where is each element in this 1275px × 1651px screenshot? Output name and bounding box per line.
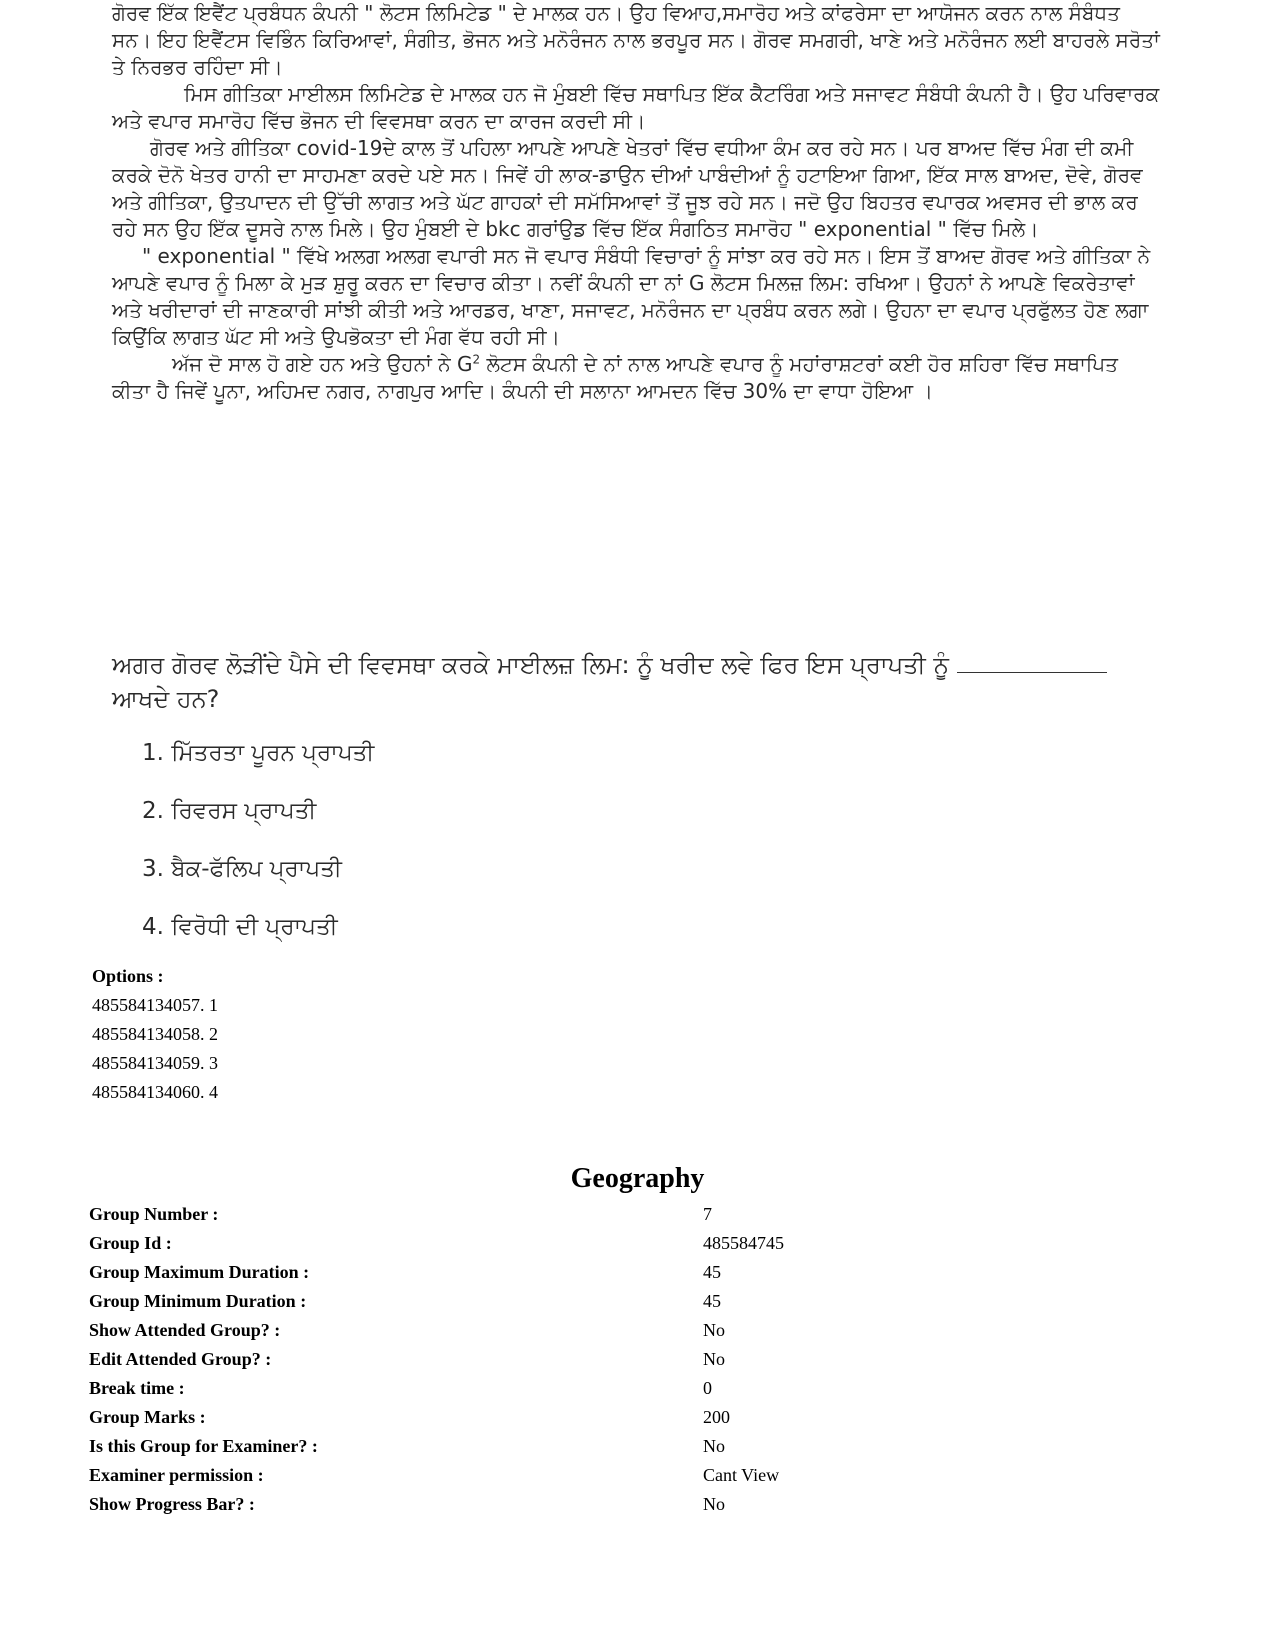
option-id-1: 485584134057. 1 [92,995,218,1015]
passage-paragraph-2: ਮਿਸ ਗੀਤਿਕਾ ਮਾਈਲਸ ਲਿਮਿਟੇਡ ਦੇ ਮਾਲਕ ਹਨ ਜੋ ਮੁੰਬਈ ਵਿੱਚ ਸਥਾਪਿਤ ਇੱਕ ਕੈਟਰਿੰਗ ਅਤੇ ਸਜਾਵਟ ਸੰਬੰਧੀ ਕੰਪਨੀ ਹੈ। ਉਹ ਪਰਿਵਾਰਕ ਅਤੇ ਵਪਾਰ ਸਮਾਰੋਹ ਵਿੱਚ ਭੋਜਨ ਦੀ ਵਿਵਸਥਾ ਕਰਨ ਦਾ ਕਾਰਜ ਕਰਦੀ ਸੀ। [112,82,1160,133]
option-id-4: 485584134060. 4 [92,1082,218,1102]
section-title: Geography [570,1163,705,1194]
answer-choices [142,738,374,970]
group-id-label: Group Id : [89,1233,172,1253]
progress-bar-label: Show Progress Bar? : [89,1494,255,1514]
choice-1: 1. ਮਿੱਤਰਤਾ ਪੂਰਨ ਪ੍ਰਾਪਤੀ [142,740,375,766]
show-attended-label: Show Attended Group? : [89,1320,281,1340]
group-marks-label: Group Marks : [89,1407,206,1427]
show-attended-value: No [703,1320,725,1340]
passage [112,0,1162,405]
group-marks-value: 200 [703,1407,730,1427]
edit-attended-value: No [703,1349,725,1369]
choice-3: 3. ਬੈਕ-ਫੱਲਿਪ ਪ੍ਰਾਪਤੀ [142,856,342,882]
examiner-permission-value: Cant View [703,1465,780,1485]
min-duration-value: 45 [703,1291,721,1311]
paragraph-5-text-start: ਅੱਜ ਦੋ ਸਾਲ ਹੋ ਗਏ ਹਨ ਅਤੇ ਉਹਨਾਂ ਨੇ G [172,352,473,376]
group-number-label: Group Number : [89,1204,219,1224]
options-block [92,962,218,1107]
question-text [112,648,1142,716]
option-id-2: 485584134058. 2 [92,1024,218,1044]
progress-bar-value: No [703,1494,725,1514]
paragraph-5-text-end: ਲੋਟਸ ਕੰਪਨੀ ਦੇ ਨਾਂ ਨਾਲ ਆਪਣੇ ਵਪਾਰ ਨੂੰ ਮਹਾਂਰਾਸ਼ਟਰਾਂ ਕਈ ਹੋਰ ਸ਼ਹਿਰਾ ਵਿੱਚ ਸਥਾਪਿਤ ਕੀਤਾ ਹੈ ਜਿਵੇਂ ਪੂਨਾ, ਅਹਿਮਦ ਨਗਰ, ਨਾਗਪੁਰ ਆਦਿ। ਕੰਪਨੀ ਦੀ ਸਲਾਨਾ ਆਮਦਨ ਵਿੱਚ 30% ਦਾ ਵਾਧਾ ਹੋਇਆ । [112,352,1118,403]
max-duration-value: 45 [703,1262,721,1282]
edit-attended-label: Edit Attended Group? : [89,1349,272,1369]
options-title: Options : [92,966,164,986]
choice-2: 2. ਰਿਵਰਸ ਪ੍ਰਾਪਤੀ [142,798,317,824]
max-duration-label: Group Maximum Duration : [89,1262,310,1282]
min-duration-label: Group Minimum Duration : [89,1291,307,1311]
question-text-end: ਆਖਦੇ ਹਨ? [112,685,220,713]
question-text-start: ਅਗਰ ਗੋਰਵ ਲੋੜੀਂਦੇ ਪੈਸੇ ਦੀ ਵਿਵਸਥਾ ਕਰਕੇ ਮਾਈਲਜ਼ ਲਿਮ: ਨੂੰ ਖਰੀਦ ਲਵੇ ਫਿਰ ਇਸ ਪ੍ਰਾਪਤੀ ਨੂੰ [112,651,957,679]
break-time-label: Break time : [89,1378,185,1398]
passage-paragraph-4: " exponential " ਵਿੱਖੇ ਅਲਗ ਅਲਗ ਵਪਾਰੀ ਸਨ ਜੋ ਵਪਾਰ ਸੰਬੰਧੀ ਵਿਚਾਰਾਂ ਨੂੰ ਸਾਂਝਾ ਕਰ ਰਹੇ ਸਨ। ਇਸ ਤੋਂ ਬਾਅਦ ਗੋਰਵ ਅਤੇ ਗੀਤਿਕਾ ਨੇ ਆਪਣੇ ਵਪਾਰ ਨੂੰ ਮਿਲਾ ਕੇ ਮੁੜ ਸ਼ੁਰੂ ਕਰਨ ਦਾ ਵਿਚਾਰ ਕੀਤਾ। ਨਵੀਂ ਕੰਪਨੀ ਦਾ ਨਾਂ G ਲੋਟਸ ਮਿਲਜ਼ ਲਿਮ: ਰਖਿਆ। ਉਹਨਾਂ ਨੇ ਆਪਣੇ ਵਿਕਰੇਤਾਵਾਂ ਅਤੇ ਖਰੀਦਾਰਾਂ ਦੀ ਜਾਣਕਾਰੀ ਸਾਂਝੀ ਕੀਤੀ ਅਤੇ ਆਰਡਰ, ਖਾਣਾ, ਸਜਾਵਟ, ਮਨੋਰੰਜਨ ਦਾ ਪ੍ਰਬੰਧ ਕਰਨ ਲਗੇ। ਉਹਨਾ ਦਾ ਵਪਾਰ ਪ੍ਰਫੁੱਲਤ ਹੋਣ ਲਗਾ ਕਿਉਂਕਿ ਲਾਗਤ ਘੱਟ ਸੀ ਅਤੇ ਉਪਭੋਕਤਾ ਦੀ ਮੰਗ ਵੱਧ ਰਹੀ ਸੀ। [112,244,1151,349]
passage-paragraph-3: ਗੋਰਵ ਅਤੇ ਗੀਤਿਕਾ covid-19ਦੇ ਕਾਲ ਤੋਂ ਪਹਿਲਾ ਆਪਣੇ ਆਪਣੇ ਖੇਤਰਾਂ ਵਿੱਚ ਵਧੀਆ ਕੰਮ ਕਰ ਰਹੇ ਸਨ। ਪਰ ਬਾਅਦ ਵਿੱਚ ਮੰਗ ਦੀ ਕਮੀ ਕਰਕੇ ਦੋਨੋ ਖੇਤਰ ਹਾਨੀ ਦਾ ਸਾਹਮਣਾ ਕਰਦੇ ਪਏ ਸਨ। ਜਿਵੇਂ ਹੀ ਲਾਕ-ਡਾਉਨ ਦੀਆਂ ਪਾਬੰਦੀਆਂ ਨੂੰ ਹਟਾਇਆ ਗਿਆ, ਇੱਕ ਸਾਲ ਬਾਅਦ, ਦੋਵੇ, ਗੋਰਵ ਅਤੇ ਗੀਤਿਕਾ, ਉਤਪਾਦਨ ਦੀ ਉੱਚੀ ਲਾਗਤ ਅਤੇ ਘੱਟ ਗਾਹਕਾਂ ਦੀ ਸਮੱਸਿਆਵਾਂ ਤੋਂ ਜੂਝ ਰਹੇ ਸਨ। ਜਦੋ ਉਹ ਬਿਹਤਰ ਵਪਾਰਕ ਅਵਸਰ ਦੀ ਭਾਲ ਕਰ ਰਹੇ ਸਨ ਉਹ ਇੱਕ ਦੂਸਰੇ ਨਾਲ ਮਿਲੇ। ਉਹ ਮੁੰਬਈ ਦੇ bkc ਗਰਾਂਉਡ ਵਿੱਚ ਇੱਕ ਸੰਗਠਿਤ ਸਮਾਰੋਹ " exponential " ਵਿੱਚ ਮਿਲੇ। [112,136,1143,241]
superscript-2: 2 [472,352,481,367]
group-number-value: 7 [703,1204,712,1224]
answer-blank [957,650,1107,673]
passage-paragraph-1: ਗੋਰਵ ਇੱਕ ਇਵੈਂਟ ਪ੍ਰਬੰਧਨ ਕੰਪਨੀ " ਲੋਟਸ ਲਿਮਿਟੇਡ " ਦੇ ਮਾਲਕ ਹਨ। ਉਹ ਵਿਆਹ,ਸਮਾਰੋਹ ਅਤੇ ਕਾਂਫਰੇਸਾ ਦਾ ਆਯੋਜਨ ਕਰਨ ਨਾਲ ਸੰਬੰਧਤ ਸਨ। ਇਹ ਇਵੈਂਟਸ ਵਿਭਿੰਨ ਕਿਰਿਆਵਾਂ, ਸੰਗੀਤ, ਭੋਜਨ ਅਤੇ ਮਨੋਰੰਜਨ ਨਾਲ ਭਰਪੂਰ ਸਨ। ਗੋਰਵ ਸਮਗਰੀ, ਖਾਣੇ ਅਤੇ ਮਨੋਰੰਜਨ ਲਈ ਬਾਹਰਲੇ ਸਰੋਤਾਂ ਤੇ ਨਿਰਭਰ ਰਹਿੰਦਾ ਸੀ। [112,1,1160,79]
passage-paragraph-5 [112,351,1162,405]
for-examiner-value: No [703,1436,725,1456]
option-id-3: 485584134059. 3 [92,1053,218,1073]
group-id-value: 485584745 [703,1233,784,1253]
examiner-permission-label: Examiner permission : [89,1465,264,1485]
for-examiner-label: Is this Group for Examiner? : [89,1436,318,1456]
break-time-value: 0 [703,1378,712,1398]
choice-4: 4. ਵਿਰੋਧੀ ਦੀ ਪ੍ਰਾਪਤੀ [142,914,338,940]
